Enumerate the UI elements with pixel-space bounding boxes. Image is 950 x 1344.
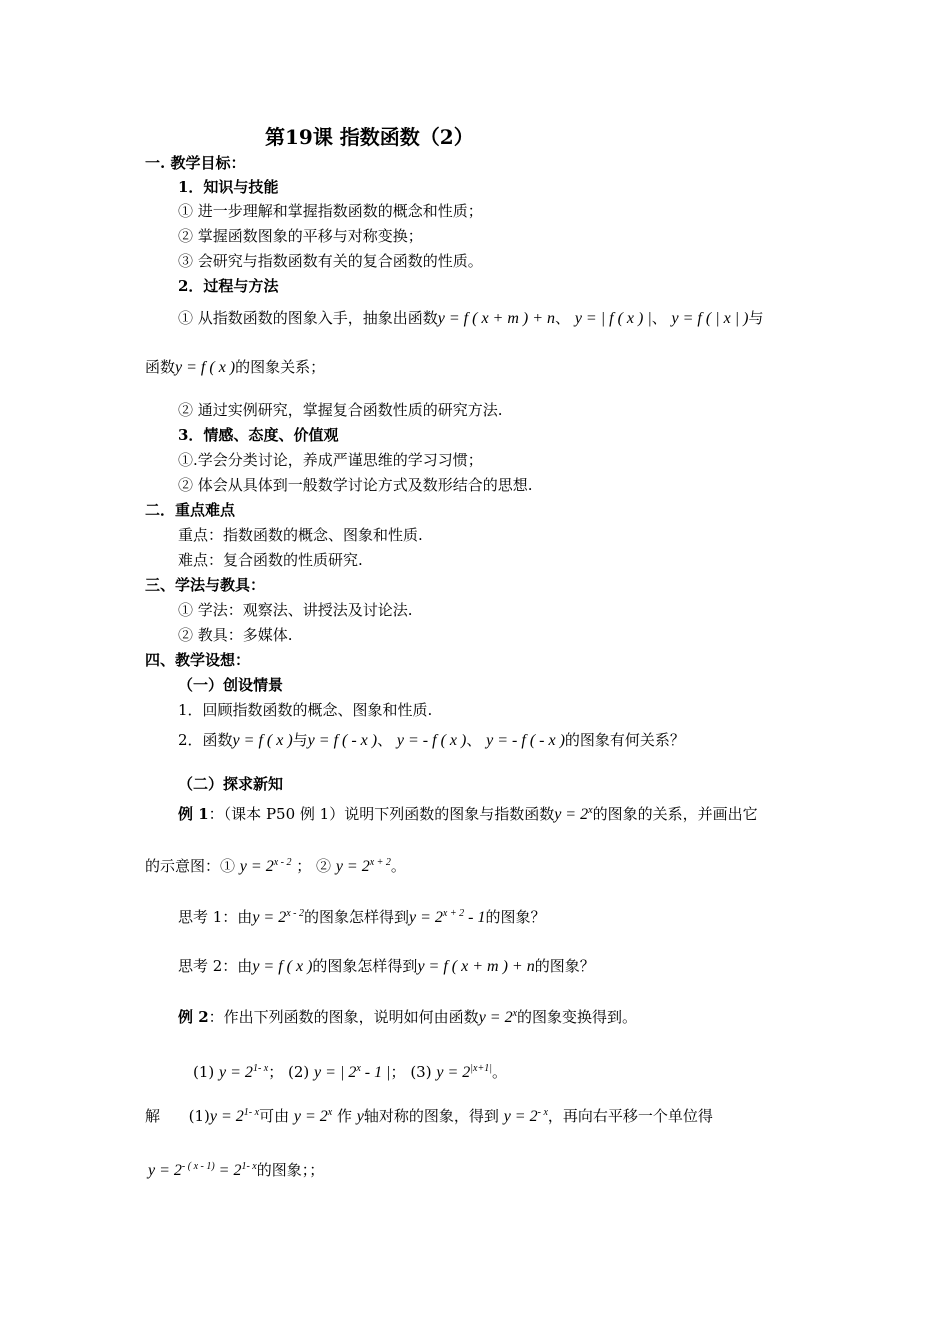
text: 2．函数 (178, 731, 233, 749)
text: ； ② (296, 857, 332, 875)
text-line: 难点：复合函数的性质研究. (178, 551, 363, 569)
formula-exponent: x (327, 1107, 333, 1118)
formula-base: y = | 2 (314, 1064, 357, 1081)
text: 与 (292, 731, 308, 749)
example-2-items (193, 1058, 507, 1084)
formula: y = f ( - x ) (307, 732, 378, 749)
text-line: ② 教具：多媒体. (178, 626, 293, 644)
text: ，再向右平移一个单位得 (547, 1107, 713, 1125)
formula-base: y = 2 (209, 1108, 244, 1125)
sub-heading-knowledge: 1．知识与技能 (178, 178, 279, 196)
formula (148, 1162, 257, 1179)
text: 的示意图：① (145, 857, 236, 875)
item-number: (2) (288, 1063, 310, 1081)
formula-exponent: |x+1| (470, 1063, 492, 1074)
text: 、 (466, 731, 482, 749)
sub-heading-explore: （二）探求新知 (178, 775, 284, 793)
formula-base: y = 2 (436, 1064, 471, 1081)
text-line: ② 掌握函数图象的平移与对称变换； (178, 227, 423, 245)
formula: y = - f ( x ) (396, 732, 467, 749)
item-number: (3) (410, 1063, 432, 1081)
sub-heading-scenario: （一）创设情景 (178, 676, 284, 694)
text-line: ① 进一步理解和掌握指数函数的概念和性质； (178, 202, 483, 220)
example-1-line (178, 800, 758, 826)
text-line: ① 学法：观察法、讲授法及讨论法. (178, 601, 413, 619)
solution-cont (148, 1156, 324, 1182)
formula-exponent: 1- x (252, 1063, 269, 1074)
formula-base: y = 2 (148, 1162, 182, 1179)
text: ：作出下列函数的图象，说明如何由函数 (208, 1008, 479, 1026)
text: 作 (337, 1107, 353, 1125)
formula-exponent: x (512, 1008, 518, 1019)
item-number: (1) (188, 1107, 210, 1125)
formula-exponent: x + 2 (442, 908, 465, 919)
text-line: ①.学会分类讨论，养成严谨思维的学习习惯； (178, 451, 483, 469)
formula-exponent: 1- x (243, 1107, 260, 1118)
formula: y = f ( | x | ) (671, 310, 749, 327)
sub-heading-process: 2．过程与方法 (178, 277, 279, 295)
text-line: ② 通过实例研究，掌握复合函数性质的研究方法. (178, 401, 503, 419)
text: 。 (491, 1063, 507, 1081)
sub-heading-attitude: 3．情感、态度、价值观 (178, 426, 339, 444)
formula-exponent: x - 2 (286, 908, 304, 919)
formula-base: = 2 (214, 1162, 242, 1179)
text-line: 重点：指数函数的概念、图象和性质. (178, 526, 423, 544)
text: 的图象怎样得到 (304, 908, 410, 926)
text: 、 (555, 309, 571, 327)
example-label: 例 2 (178, 1008, 209, 1026)
formula (210, 1108, 259, 1125)
text: 、 (651, 309, 667, 327)
text: 思考 1：由 (178, 908, 253, 926)
formula-base: y = 2 (252, 909, 287, 926)
text: 思考 2：由 (178, 957, 253, 975)
formula-tail: - 1 | (360, 1064, 391, 1081)
formula-tail: - 1 (464, 909, 486, 926)
formula-exponent: x (588, 805, 593, 816)
text: ① 从指数函数的图象入手，抽象出函数 (178, 309, 438, 327)
text: 函数 (145, 358, 176, 376)
formula-exponent: 1- x (241, 1161, 257, 1172)
formula-base: y = 2 (409, 909, 443, 926)
formula (436, 1064, 492, 1081)
section-1-heading: 一. 教学目标： (145, 154, 246, 172)
text: 轴对称的图象，得到 (363, 1107, 499, 1125)
formula-exponent: x - 2 (273, 857, 292, 868)
example-label: 例 1 (178, 805, 209, 823)
formula-base: y = 2 (478, 1009, 513, 1026)
text-line: 1．回顾指数函数的概念、图象和性质. (178, 701, 433, 719)
text: 。 (390, 857, 406, 875)
section-4-heading: 四、教学设想： (145, 651, 251, 669)
example-2-line (178, 1003, 637, 1029)
formula-exponent: x (356, 1063, 361, 1074)
item-number: (1) (193, 1063, 215, 1081)
text: 的图象？ (485, 908, 546, 926)
formula-base: y = 2 (293, 1108, 328, 1125)
page-title: 第19课 指数函数（2） (265, 125, 474, 149)
formula (294, 1108, 332, 1125)
formula-exponent: - ( x - 1) (181, 1161, 215, 1172)
formula (409, 909, 485, 926)
formula (554, 806, 592, 823)
formula-base: y = 2 (219, 1064, 253, 1081)
text: 的图象；； (256, 1161, 325, 1179)
formula (504, 1108, 548, 1125)
formula (314, 1064, 390, 1081)
text: 的图象怎样得到 (312, 957, 418, 975)
solution-line (145, 1102, 713, 1128)
formula-base: y = 2 (554, 806, 589, 823)
formula-base: y = 2 (503, 1108, 538, 1125)
text: ； (268, 1063, 284, 1081)
formula (219, 1064, 268, 1081)
formula: y (356, 1108, 364, 1125)
section-2-heading: 二．重点难点 (145, 501, 236, 519)
example-1-cont (145, 852, 406, 878)
formula: y = - f ( - x ) (486, 732, 565, 749)
formula: y = | f ( x ) | (574, 310, 652, 327)
text: ：（课本 P50 例 1）说明下列函数的图象与指数函数 (208, 805, 555, 823)
text-line (178, 729, 685, 752)
text: 的图象有何关系？ (564, 731, 685, 749)
text: 的图象？ (534, 957, 595, 975)
formula-exponent: x + 2 (369, 857, 391, 868)
text: 与 (748, 309, 764, 327)
formula-base: y = 2 (239, 858, 274, 875)
think-2-line (178, 955, 595, 978)
formula: y = f ( x + m ) + n (417, 958, 535, 975)
formula: y = f ( x ) (232, 732, 293, 749)
formula: y = f ( x + m ) + n (437, 310, 556, 327)
text-line: ② 体会从具体到一般数学讨论方式及数形结合的思想. (178, 476, 533, 494)
text: 的图象变换得到。 (517, 1008, 638, 1026)
text: 、 (377, 731, 393, 749)
formula-base: y = 2 (335, 858, 370, 875)
formula (336, 858, 391, 875)
formula: y = f ( x ) (175, 359, 236, 376)
formula (252, 909, 304, 926)
formula: y = f ( x ) (252, 958, 313, 975)
solution-label: 解 (145, 1107, 161, 1125)
text-line (178, 307, 763, 330)
text: 的图象的关系，并画出它 (592, 805, 758, 823)
text: 的图象关系； (235, 358, 326, 376)
formula (479, 1009, 517, 1026)
think-1-line (178, 903, 545, 929)
section-3-heading: 三、学法与教具： (145, 576, 266, 594)
text: 可由 (259, 1107, 290, 1125)
text-line: ③ 会研究与指数函数有关的复合函数的性质。 (178, 252, 483, 270)
text-line (145, 356, 325, 379)
formula-exponent: - x (537, 1107, 548, 1118)
text: ； (390, 1063, 406, 1081)
formula (240, 858, 292, 875)
